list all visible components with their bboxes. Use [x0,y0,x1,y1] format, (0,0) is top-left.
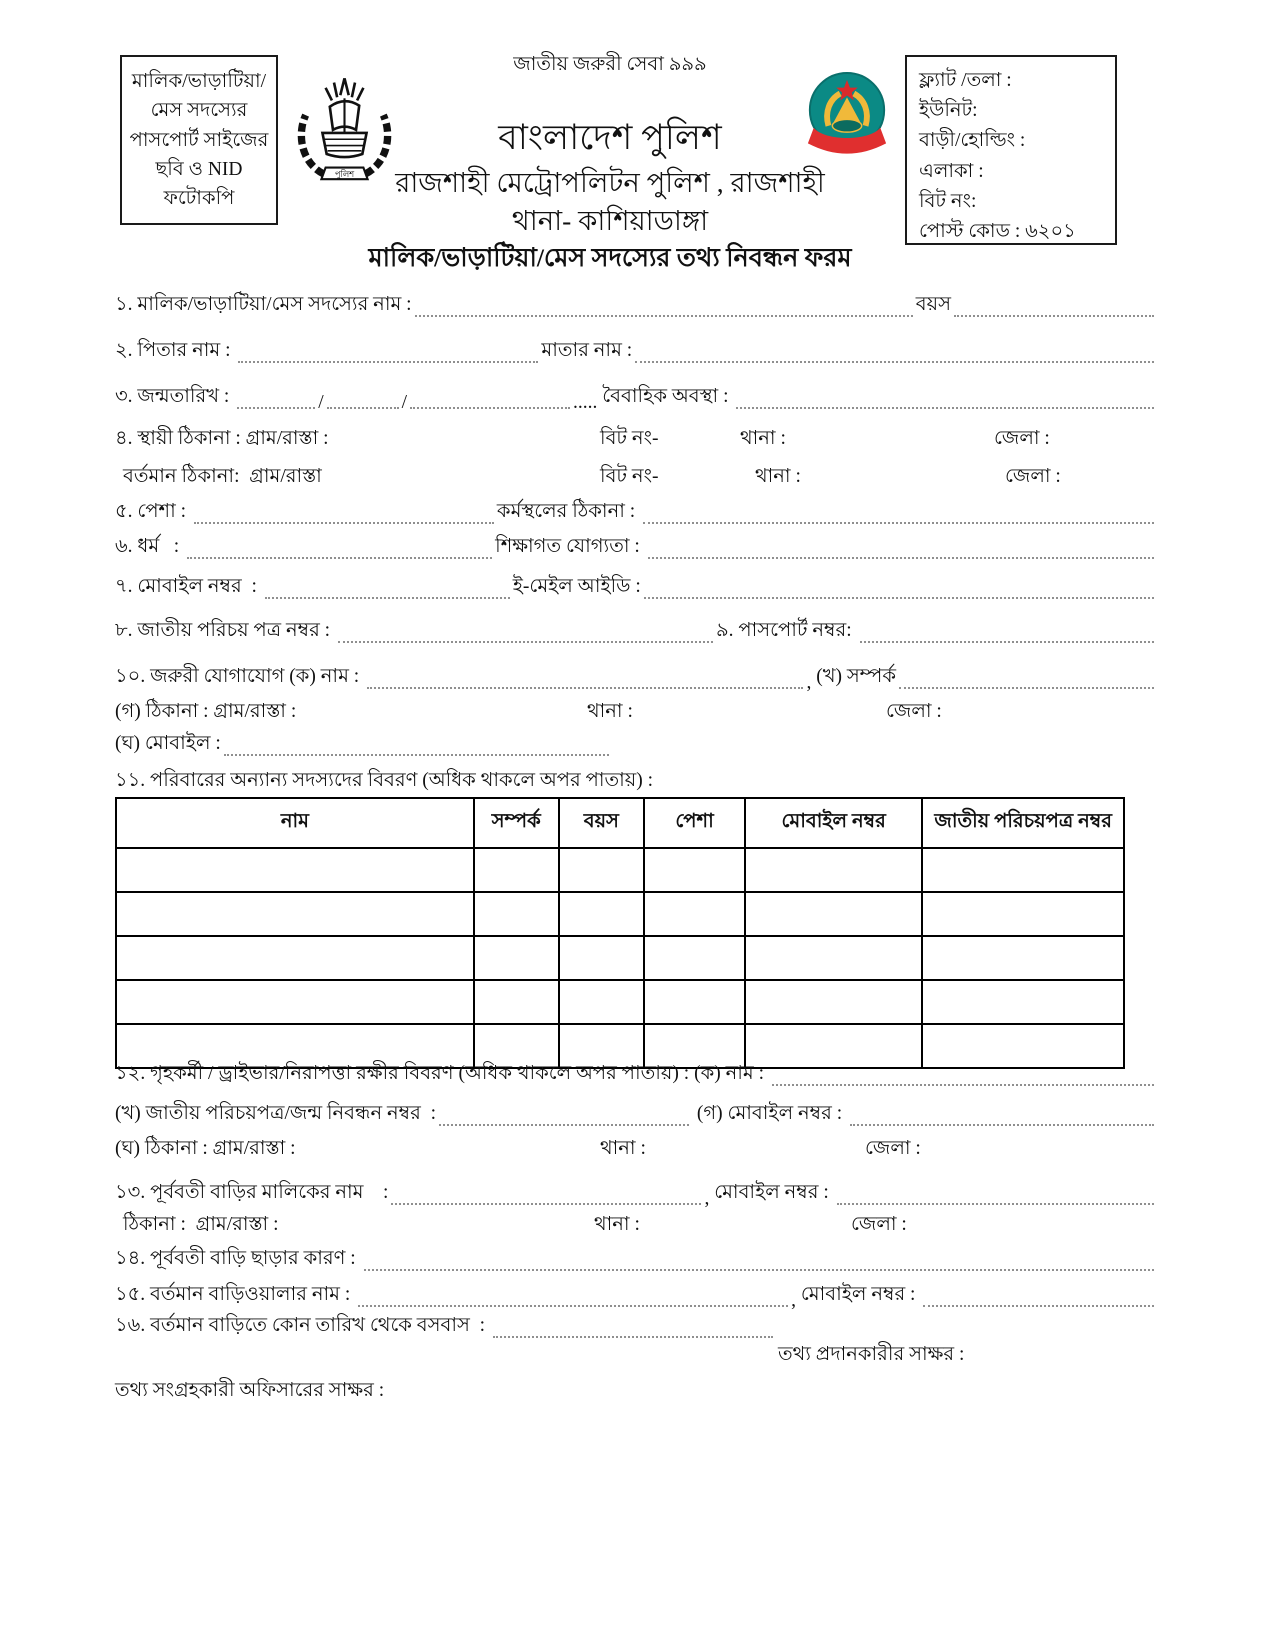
field-12-mobile-label: (গ) মোবাইল নম্বর : [692,1103,848,1124]
field-12-nid-label: (খ) জাতীয় পরিচয়পত্র/জন্ম নিবন্ধন নম্বর : [115,1103,437,1124]
field-12-name-fill[interactable] [772,1083,1154,1086]
field-13-mobile-label: মোবাইল নম্বর : [709,1182,834,1203]
field-9-passport-fill[interactable] [860,640,1154,643]
info-beat-label: বিট নং: [919,190,977,212]
field-12-address-line [115,1138,1157,1166]
field-5-line [115,501,1157,529]
table-cell[interactable] [745,1024,922,1068]
field-13-address-line [115,1214,1157,1242]
table-cell[interactable] [559,980,645,1024]
table-cell[interactable] [644,848,745,892]
field-3-line [115,386,1157,414]
field-11-line [115,770,1157,798]
field-4-thana-label: থানা : [740,428,786,449]
field-3-marital-fill[interactable] [736,406,1154,409]
table-cell[interactable] [922,980,1124,1024]
present-zila-label: জেলা : [1005,466,1061,487]
address-info-box [905,55,1117,245]
col-nid: জাতীয় পরিচয়পত্র নম্বর [922,798,1124,848]
field-7-mobile-fill[interactable] [265,596,510,599]
field-12-thana-label: থানা : [600,1138,646,1159]
field-12-line [115,1063,1157,1091]
field-4-zila-label: জেলা : [994,428,1050,449]
info-flat-label: ফ্ল্যাট /তলা : [919,70,1012,91]
field-2-line [115,340,1157,368]
field-12-label: ১২. গৃহকর্মী / ড্রাইভার/নিরাপত্তা রক্ষীর বিবরণ (অধিক থাকলে অপর পাতায়) : (ক) নাম : [115,1063,769,1084]
field-13-thana-label: থানা : [594,1214,640,1235]
field-1-line [115,294,1157,322]
field-6-education-fill[interactable] [648,556,1154,559]
col-name: নাম [116,798,474,848]
field-14-label: ১৪. পূর্ববতী বাড়ি ছাড়ার কারণ : [115,1248,361,1269]
date-slash: / [318,392,324,413]
field-7-email-label: ই-মেইল আইডি : [512,576,641,597]
field-3-day-fill[interactable] [237,406,315,409]
field-5-occupation-label: ৫. পেশা : [115,501,191,522]
field-10-address-line [115,701,1157,729]
svg-text:পুলিশ: পুলিশ [334,170,355,180]
field-14-line [115,1248,1157,1276]
field-2-father-label: ২. পিতার নাম : [115,340,236,361]
field-5-workplace-label: কর্মস্থলের ঠিকানা : [496,501,641,522]
field-15-label: ১৫. বর্তমান বাড়িওয়ালার নাম : [115,1284,356,1305]
field-1-label: ১. মালিক/ভাড়াটিয়া/মেস সদস্যের নাম : [115,294,412,315]
signature-provider: তথ্য প্রদানকারীর সাক্ষর : [778,1344,965,1365]
table-cell[interactable] [559,848,645,892]
col-occupation: পেশা [644,798,745,848]
form-title: মালিক/ভাড়াটিয়া/মেস সদস্যের তথ্য নিবন্ধন ফরম [368,243,852,272]
col-mobile: মোবাইল নম্বর [745,798,922,848]
table-row [116,892,1124,936]
table-cell[interactable] [922,892,1124,936]
field-10-line [115,666,1157,694]
field-10-thana-label: থানা : [587,701,633,722]
field-10-zila-label: জেলা : [886,701,942,722]
table-cell[interactable] [116,936,474,980]
info-holding-label: বাড়ী/হোল্ডিং : [919,130,1026,152]
field-2-father-fill[interactable] [238,360,538,363]
field-1-age-label: বয়স [915,294,951,315]
present-thana-label: থানা : [755,466,801,487]
photo-box-line: পাসপোর্ট সাইজের [129,129,269,151]
field-2-mother-label: মাতার নাম : [541,340,633,361]
field-4-perm-label: ৪. স্থায়ী ঠিকানা : গ্রাম/রাস্তা : [115,428,329,449]
table-cell[interactable] [644,980,745,1024]
field-5-workplace-fill[interactable] [643,521,1154,524]
table-cell[interactable] [644,936,745,980]
table-cell[interactable] [474,936,559,980]
photo-box-line: ফটোকপি [163,188,235,209]
field-11-label: ১১. পরিবারের অন্যান্য সদস্যদের বিবরণ (অধিক থাকলে অপর পাতায়) : [115,770,654,791]
table-cell[interactable] [745,936,922,980]
table-cell[interactable] [474,980,559,1024]
field-10-mobile-line [115,733,1157,761]
field-8-9-line [115,620,1157,648]
table-cell[interactable] [745,980,922,1024]
field-16-label: ১৬. বর্তমান বাড়িতে কোন তারিখ থেকে বসবাস : [115,1315,490,1336]
field-12-zila-label: জেলা : [865,1138,921,1159]
field-12-mobile-fill[interactable] [850,1123,1154,1126]
field-13-owner-label: ১৩. পূর্ববতী বাড়ির মালিকের নাম : [115,1182,389,1203]
field-6-religion-fill[interactable] [187,556,492,559]
field-7-mobile-label: ৭. মোবাইল নম্বর : [115,576,262,597]
present-beat-label: বিট নং- [600,466,659,487]
emergency-service-line: জাতীয় জরুরী সেবা ৯৯৯ [513,54,707,75]
field-15-line [115,1284,1157,1312]
field-13-line [115,1182,1157,1210]
field-10-mobile-label: (ঘ) মোবাইল : [115,733,221,754]
field-13-address-label: ঠিকানা : গ্রাম/রাস্তা : [123,1214,279,1235]
thana-title: থানা- কাশিয়াডাঙ্গা [511,205,709,236]
date-slash: / [401,392,408,413]
table-cell[interactable] [116,892,474,936]
photo-box-line: মেস সদস্যের [150,100,248,122]
field-3-marital-label: বৈবাহিক অবস্থা : [597,386,734,407]
family-members-table [115,797,1125,1069]
field-12-address-label: (ঘ) ঠিকানা : গ্রাম/রাস্তা : [115,1138,296,1159]
col-age: বয়স [559,798,645,848]
info-postcode: পোস্ট কোড : ৬২০১ [919,221,1076,243]
info-area-label: এলাকা : [919,160,984,182]
table-cell[interactable] [559,936,645,980]
field-2-mother-fill[interactable] [635,360,1154,363]
field-7-line [115,576,1157,604]
table-cell[interactable] [922,1024,1124,1068]
signature-officer: তথ্য সংগ্রহকারী অফিসারের সাক্ষর : [115,1380,385,1401]
field-7-email-fill[interactable] [644,596,1154,599]
field-3-year-fill[interactable] [410,406,570,409]
field-12-nid-fill[interactable] [439,1123,689,1126]
field-15-mobile-fill[interactable] [923,1304,1154,1307]
table-cell[interactable] [116,848,474,892]
table-cell[interactable] [474,848,559,892]
field-12-nid-line [115,1103,1157,1131]
photo-box-line: মালিক/ভাড়াটিয়া/ [131,71,267,92]
field-4-line [115,428,1157,456]
field-3-month-fill[interactable] [327,406,399,409]
photo-box-line: ছবি ও NID [155,158,243,180]
field-1-age-fill[interactable] [954,314,1154,317]
metro-title: রাজশাহী মেট্রোপলিটন পুলিশ , রাজশাহী [395,167,825,198]
field-10-relation-label: (খ) সম্পর্ক [811,666,896,687]
field-1-name-fill[interactable] [415,314,913,317]
table-cell[interactable] [922,936,1124,980]
comma-separator: , [704,1188,710,1209]
field-15-mobile-label: মোবাইল নম্বর : [796,1284,921,1305]
field-8-nid-fill[interactable] [338,640,713,643]
field-10-name-fill[interactable] [367,686,803,689]
field-6-line [115,536,1157,564]
table-row [116,980,1124,1024]
table-cell[interactable] [922,848,1124,892]
table-cell[interactable] [644,892,745,936]
table-cell[interactable] [745,848,922,892]
table-cell[interactable] [745,892,922,936]
field-13-zila-label: জেলা : [851,1214,907,1235]
field-6-education-label: শিক্ষাগত যোগ্যতা : [495,536,645,557]
field-4-beat-label: বিট নং- [600,428,659,449]
table-cell[interactable] [116,980,474,1024]
field-10-address-label: (গ) ঠিকানা : গ্রাম/রাস্তা : [115,701,297,722]
field-14-fill[interactable] [364,1268,1154,1271]
info-unit-label: ইউনিট: [919,100,978,122]
table-cell[interactable] [559,892,645,936]
field-5-occupation-fill[interactable] [194,521,494,524]
field-3-dob-label: ৩. জন্মতারিখ : [115,386,235,407]
col-relation: সম্পর্ক [474,798,559,848]
field-8-nid-label: ৮. জাতীয় পরিচয় পত্র নম্বর : [115,620,335,641]
field-15-name-fill[interactable] [358,1304,788,1307]
table-row [116,936,1124,980]
present-address-label: বর্তমান ঠিকানা: গ্রাম/রাস্তা [123,466,322,487]
field-16-line [115,1315,1157,1343]
field-3-middots: ..... [573,392,598,413]
field-10-relation-fill[interactable] [899,686,1154,689]
field-6-religion-label: ৬. ধর্ম : [115,536,185,557]
field-9-passport-label: ৯. পাসপোর্ট নম্বর: [715,620,857,641]
field-13-mobile-fill[interactable] [837,1202,1154,1205]
field-10-name-label: ১০. জরুরী যোগাযোগ (ক) নাম : [115,666,365,687]
table-row [116,848,1124,892]
field-16-fill[interactable] [493,1335,773,1338]
present-address-line [115,466,1157,494]
field-13-owner-fill[interactable] [391,1202,701,1205]
table-cell[interactable] [474,892,559,936]
org-title: বাংলাদেশ পুলিশ [498,118,722,157]
comma-separator: , [791,1290,796,1311]
table-header-row [116,798,1124,848]
comma-separator: , [806,672,812,693]
field-10-mobile-fill[interactable] [224,753,609,756]
